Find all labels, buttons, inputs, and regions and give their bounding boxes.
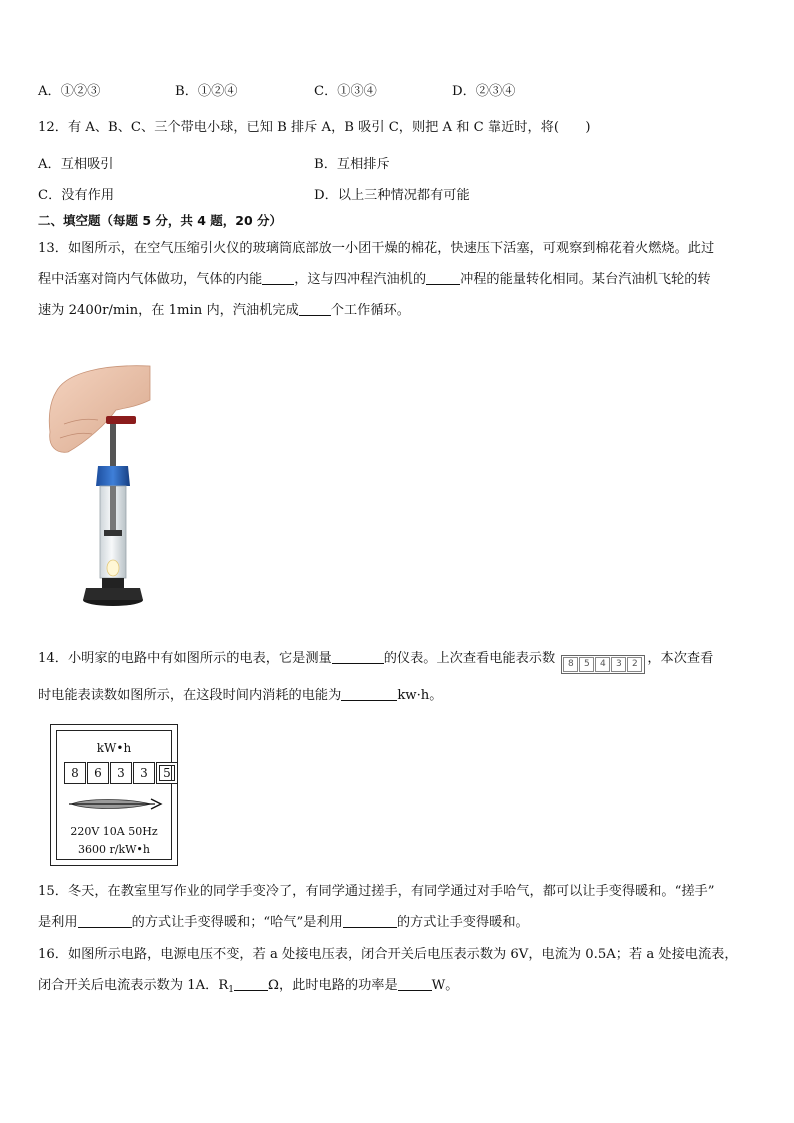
q16-line1: 16．如图所示电路，电源电压不变，若 a 处接电压表，闭合开关后电压表示数为 6V，电流为 0.5A；若 a 处接电流表， (38, 947, 738, 962)
answer-blank[interactable] (262, 270, 294, 285)
q12-option-c: C．没有作用 (38, 188, 115, 203)
q15-line2: 是利用 的方式让手变得暖和；“哈气”是利用 的方式让手变得暖和。 (38, 915, 529, 930)
q13-line1: 13．如图所示，在空气压缩引火仪的玻璃筒底部放一小团干燥的棉花，快速压下活塞，可观察到棉花着火燃烧。此过 (38, 241, 715, 256)
answer-blank[interactable] (343, 913, 397, 928)
meter-spec-line2: 3600 r/kW•h (78, 843, 150, 856)
q12-stem: 12．有 A、B、C、三个带电小球，已知 B 排斥 A，B 吸引 C，则把 A 和 C 靠近时，将( ) (38, 120, 591, 135)
meter-digit-decimal: 5 (156, 762, 178, 784)
meter-digit: 8 (64, 762, 86, 784)
answer-blank[interactable] (299, 301, 331, 316)
q11-option-c: C．①③④ (314, 84, 377, 99)
q12-option-b: B．互相排斥 (314, 157, 390, 172)
q14-line2: 时电能表读数如图所示，在这段时间内消耗的电能为 kw·h。 (38, 688, 443, 703)
q16-line2: 闭合开关后电流表示数为 1A．$R_1$ Ω，此时电路的功率是 W。 (38, 978, 459, 995)
answer-blank[interactable] (426, 270, 460, 285)
q11-option-d: D．②③④ (452, 84, 516, 99)
previous-meter-reading: 8 5 4 3 2 (561, 655, 645, 674)
answer-blank[interactable] (398, 976, 432, 991)
meter-unit: kW•h (96, 741, 132, 755)
meter-digit: 3 (110, 762, 132, 784)
q13-line3: 速为 2400r/min，在 1min 内，汽油机完成 个工作循环。 (38, 303, 410, 318)
answer-blank[interactable] (341, 686, 397, 701)
section-heading: 二、填空题（每题 5 分，共 4 题，20 分） (38, 213, 283, 228)
meter-spec-line1: 220V 10A 50Hz (70, 825, 158, 838)
answer-blank[interactable] (78, 913, 132, 928)
q15-line1: 15．冬天，在教室里写作业的同学手变冷了，有同学通过搓手，有同学通过对手哈气，都可以让手变得暖和。“搓手” (38, 884, 715, 899)
q14-line1: 14．小明家的电路中有如图所示的电表，它是测量 的仪表。上次查看电能表示数 8 5 4 3 2 ，本次查看 (38, 649, 713, 674)
meter-disc-arrow-icon (67, 797, 163, 811)
q11-option-b: B．①②④ (175, 84, 238, 99)
meter-digits (64, 762, 179, 784)
answer-blank[interactable] (332, 649, 384, 664)
q13-line2: 程中活塞对筒内气体做功，气体的内能 ，这与四冲程汽油机的 冲程的能量转化相同。某台汽油机飞轮的转 (38, 272, 711, 287)
electric-meter-figure (50, 724, 178, 866)
fire-syringe-figure (46, 362, 166, 624)
q12-option-a: A．互相吸引 (38, 157, 114, 172)
answer-blank[interactable] (234, 976, 268, 991)
meter-digit: 3 (133, 762, 155, 784)
q11-option-a: A．①②③ (38, 84, 101, 99)
q12-option-d: D．以上三种情况都有可能 (314, 188, 470, 203)
meter-digit: 6 (87, 762, 109, 784)
